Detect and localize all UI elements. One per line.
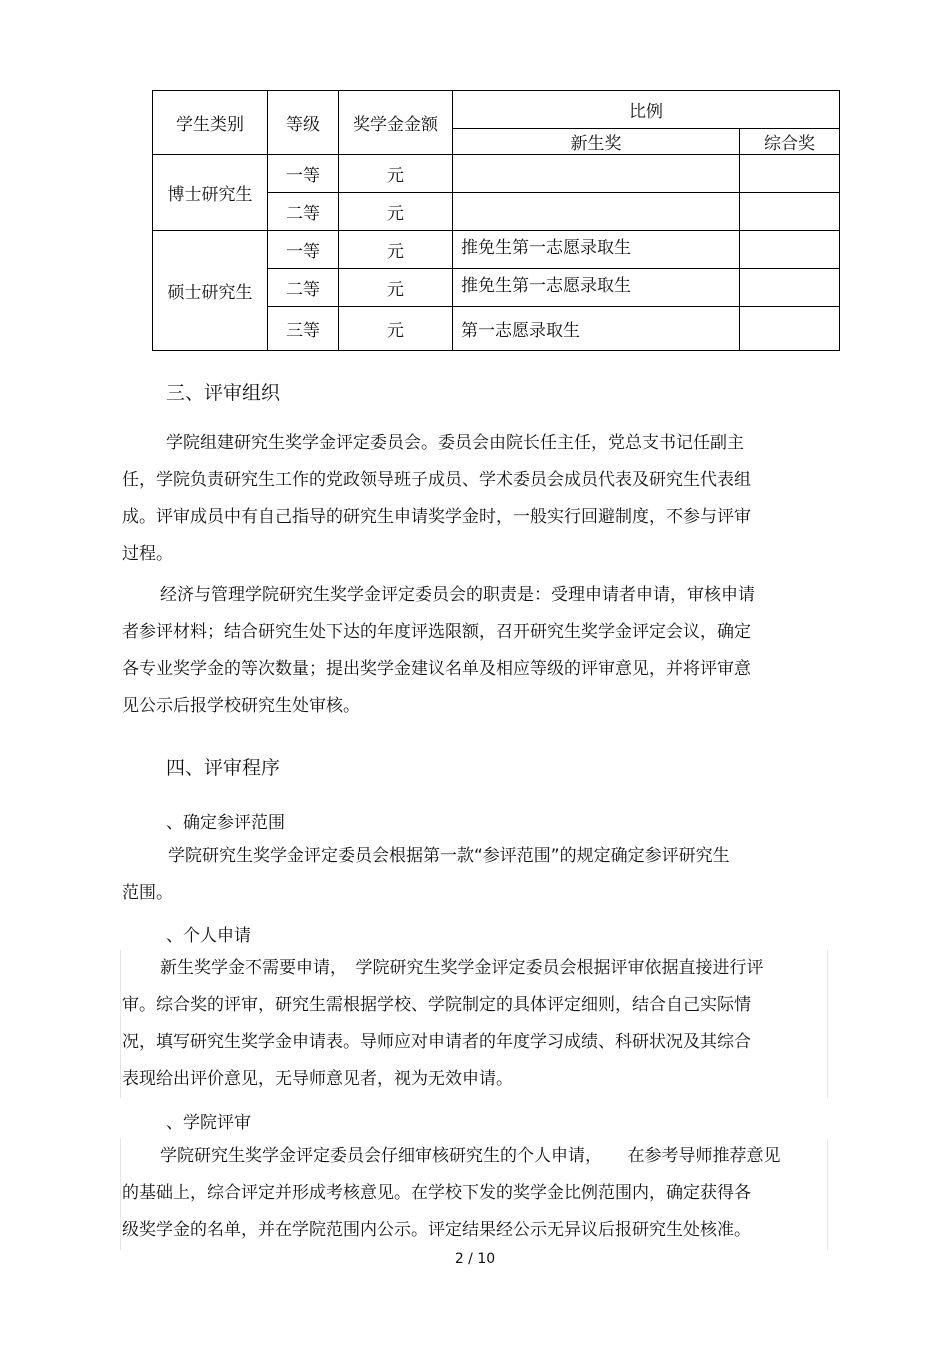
comprehensive-cell: [740, 307, 840, 351]
text-line: 见公示后报学校研究生处审核。: [122, 696, 360, 716]
text-line: 新生奖学金不需要申请， 学院研究生奖学金评定委员会根据评审依据直接进行评: [160, 958, 764, 978]
text-line: 的基础上，综合评定并形成考核意见。在学校下发的奖学金比例范围内，确定获得各: [122, 1183, 751, 1203]
item-3-paragraph: [122, 1138, 822, 1249]
header-comprehensive: 综合奖: [740, 129, 840, 155]
comprehensive-cell: [740, 231, 840, 269]
page-number: 2 / 10: [454, 1251, 496, 1267]
header-amount: 奖学金金额: [339, 91, 453, 155]
item-1-title: 、确定参评范围: [166, 813, 285, 833]
text-line: 学院组建研究生奖学金评定委员会。委员会由院长任主任，党总支书记任副主: [166, 433, 744, 453]
new-student-cell: 推免生第一志愿录取生: [453, 269, 740, 307]
text-line: 况，填写研究生奖学金申请表。导师应对申请者的年度学习成绩、科研状况及其综合: [122, 1032, 751, 1052]
new-student-cell: 推免生第一志愿录取生: [453, 231, 740, 269]
text-line: 范围。: [122, 883, 173, 903]
text-line: 任，学院负责研究生工作的党政领导班子成员、学术委员会成员代表及研究生代表组: [122, 470, 751, 490]
header-grade: 等级: [268, 91, 339, 155]
amount-cell: 元: [339, 269, 453, 307]
table-row: [153, 231, 840, 269]
new-student-cell: [453, 155, 740, 193]
text-line: 各专业奖学金的等次数量；提出奖学金建议名单及相应等级的评审意见，并将评审意: [122, 659, 751, 679]
comprehensive-cell: [740, 155, 840, 193]
item-1-paragraph: [122, 838, 802, 912]
header-new-student: 新生奖: [453, 129, 740, 155]
grade-cell: 二等: [268, 193, 339, 231]
text-line: 成。评审成员中有自己指导的研究生申请奖学金时，一般实行回避制度，不参与评审: [122, 507, 751, 527]
text-line: 过程。: [122, 544, 173, 564]
category-cell: 博士研究生: [153, 155, 268, 231]
text-line: 者参评材料；结合研究生处下达的年度评选限额，召开研究生奖学金评定会议，确定: [122, 622, 751, 642]
grade-cell: 一等: [268, 155, 339, 193]
text-line: 学院研究生奖学金评定委员会仔细审核研究生的个人申请， 在参考导师推荐意见: [160, 1146, 781, 1166]
header-category: 学生类别: [153, 91, 268, 155]
comprehensive-cell: [740, 193, 840, 231]
amount-cell: 元: [339, 307, 453, 351]
grade-cell: 三等: [268, 307, 339, 351]
grade-cell: 一等: [268, 231, 339, 269]
grade-cell: 二等: [268, 269, 339, 307]
text-line: 表现给出评价意见，无导师意见者，视为无效申请。: [122, 1069, 513, 1089]
section-3-paragraph-1: [122, 425, 802, 573]
amount-cell: 元: [339, 155, 453, 193]
item-2-paragraph: [122, 950, 822, 1098]
new-student-cell: 第一志愿录取生: [453, 307, 740, 351]
item-3-title: 、学院评审: [166, 1113, 251, 1133]
table-row: [153, 155, 840, 193]
new-student-cell: [453, 193, 740, 231]
category-cell: 硕士研究生: [153, 231, 268, 351]
section-4-heading: 四、评审程序: [166, 757, 281, 779]
item-2-title: 、个人申请: [166, 926, 251, 946]
text-line: 审。综合奖的评审，研究生需根据学校、学院制定的具体评定细则，结合自己实际情: [122, 995, 751, 1015]
text-line: 经济与管理学院研究生奖学金评定委员会的职责是：受理申请者申请，审核申请: [160, 585, 755, 605]
section-3-paragraph-2: [122, 577, 802, 725]
section-3-heading: 三、评审组织: [166, 382, 281, 404]
comprehensive-cell: [740, 269, 840, 307]
scholarship-table: [152, 90, 840, 351]
text-line: 级奖学金的名单，并在学院范围内公示。评定结果经公示无异议后报研究生处核准。: [122, 1220, 751, 1240]
amount-cell: 元: [339, 193, 453, 231]
header-ratio: 比例: [453, 91, 840, 129]
amount-cell: 元: [339, 231, 453, 269]
text-line: 学院研究生奖学金评定委员会根据第一款“参评范围”的规定确定参评研究生: [168, 846, 730, 866]
